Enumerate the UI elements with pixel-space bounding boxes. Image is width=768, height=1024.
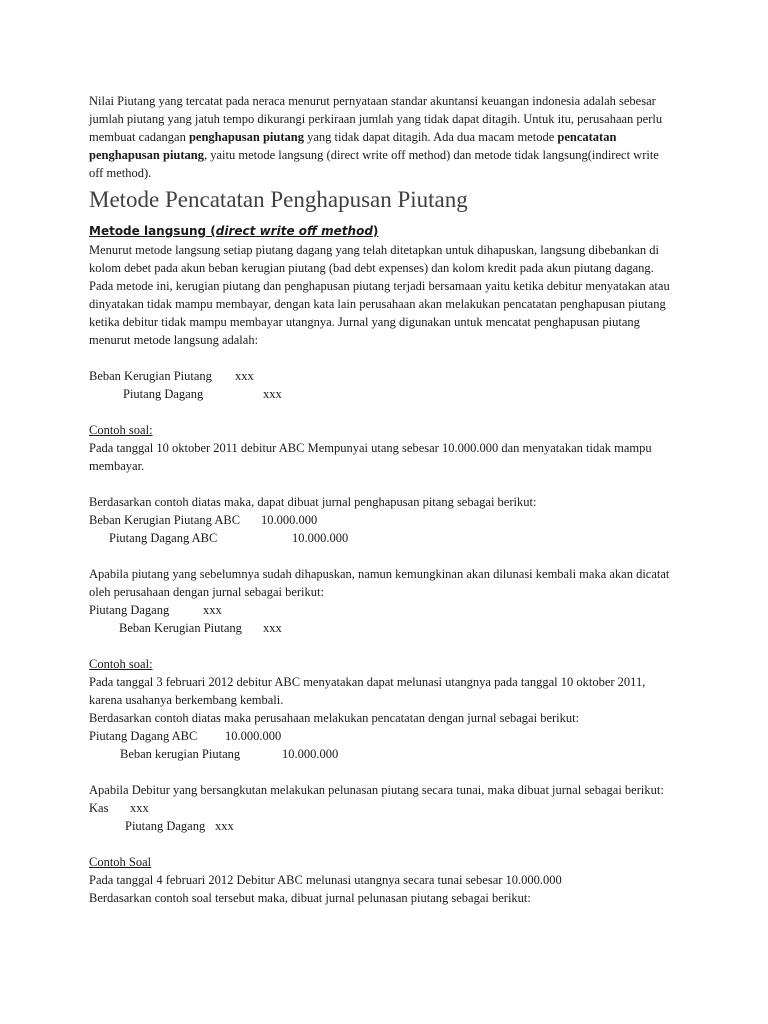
- journal-amount: xxx: [215, 819, 234, 833]
- journal-account: Piutang Dagang: [89, 603, 170, 617]
- journal-row-credit: [89, 619, 681, 637]
- journal-amount: 10.000.000: [261, 513, 318, 527]
- example-label: Contoh Soal: [89, 855, 152, 869]
- example-line: membayar.: [89, 459, 145, 473]
- journal-amount: 10.000.000: [225, 729, 282, 743]
- journal-account: Piutang Dagang: [123, 387, 204, 401]
- recovery-section: [89, 565, 681, 637]
- intro-text: yang tidak dapat ditagih. Ada dua macam metode: [303, 130, 558, 144]
- body-line: ketika debitur tidak mampu membayar utangnya. Jurnal yang digunakan untuk mencatat penghapusan piutang: [89, 315, 640, 329]
- journal-amount: 10.000.000: [292, 531, 349, 545]
- journal-account: Beban kerugian Piutang: [120, 747, 241, 761]
- subheading-text: Metode langsung (: [89, 224, 216, 238]
- body-line: Pada metode ini, kerugian piutang dan penghapusan piutang terjadi bersamaan yaitu ketika debitur menyatakan atau: [89, 279, 670, 293]
- intro-paragraph: [89, 92, 681, 182]
- journal-account: Beban Kerugian Piutang: [119, 621, 242, 635]
- journal-row-credit: [89, 745, 681, 763]
- journal-row-debit: [89, 511, 681, 529]
- intro-line-4: [89, 146, 681, 164]
- example-line: Pada tanggal 3 februari 2012 debitur ABC menyatakan dapat melunasi utangnya pada tanggal 10 oktober 2011,: [89, 675, 646, 689]
- journal-amount: xxx: [263, 387, 282, 401]
- page-heading: Metode Pencatatan Penghapusan Piutang: [89, 187, 468, 212]
- journal-account: Piutang Dagang ABC: [89, 729, 198, 743]
- example-line: Pada tanggal 10 oktober 2011 debitur ABC Mempunyai utang sebesar 10.000.000 dan menyatakan tidak mampu: [89, 441, 652, 455]
- recovery-line: Apabila piutang yang sebelumnya sudah dihapuskan, namun kemungkinan akan dilunasi kembali maka akan dicatat: [89, 567, 670, 581]
- intro-text: , yaitu metode langsung (direct write off method) dan metode tidak langsung(indirect write: [204, 148, 659, 162]
- journal-amount: xxx: [235, 369, 254, 383]
- journal-amount: xxx: [130, 801, 149, 815]
- journal-row-debit: [89, 799, 681, 817]
- journal-entry: [89, 367, 681, 403]
- journal-account: Beban Kerugian Piutang: [89, 369, 212, 383]
- body-line: Menurut metode langsung setiap piutang dagang yang telah ditetapkan untuk dihapuskan, langsung dibebankan di: [89, 243, 660, 257]
- body-line: menurut metode langsung adalah:: [89, 333, 259, 347]
- journal-amount: xxx: [263, 621, 282, 635]
- document-page: [89, 92, 681, 907]
- example-3: [89, 853, 681, 907]
- example-1: [89, 421, 681, 547]
- section-subheading: [89, 222, 681, 240]
- intro-text: membuat cadangan: [89, 130, 189, 144]
- journal-row-debit: [89, 727, 681, 745]
- journal-account: Kas: [89, 801, 109, 815]
- journal-account: Piutang Dagang: [125, 819, 206, 833]
- payment-line: Apabila Debitur yang bersangkutan melakukan pelunasan piutang secara tunai, maka dibuat jurnal sebagai berikut:: [89, 783, 664, 797]
- example-label: Contoh soal:: [89, 423, 153, 437]
- subheading-italic: direct write off method: [215, 224, 373, 238]
- intro-bold-term: pencatatan: [557, 130, 617, 144]
- intro-line-3: [89, 128, 681, 146]
- intro-line-1: Nilai Piutang yang tercatat pada neraca menurut pernyataan standar akuntansi keuangan indonesia adalah sebesar: [89, 94, 656, 108]
- journal-row-credit: [89, 817, 681, 835]
- body-line: kolom debet pada akun beban kerugian piutang (bad debt expenses) dan kolom kredit pada akun piutang dagang.: [89, 261, 654, 275]
- example-intro: Berdasarkan contoh diatas maka perusahaan melakukan pencatatan dengan jurnal sebagai berikut:: [89, 711, 580, 725]
- recovery-line: oleh perusahaan dengan jurnal sebagai berikut:: [89, 585, 324, 599]
- journal-amount: xxx: [203, 603, 222, 617]
- intro-line-5: off method).: [89, 166, 152, 180]
- subheading-text: ): [372, 224, 379, 238]
- journal-row-credit: [89, 529, 681, 547]
- example-line: Pada tanggal 4 februari 2012 Debitur ABC melunasi utangnya secara tunai sebesar 10.000.000: [89, 873, 562, 887]
- example-line: karena usahanya berkembang kembali.: [89, 693, 284, 707]
- payment-section: [89, 781, 681, 835]
- journal-amount: 10.000.000: [282, 747, 339, 761]
- journal-row-debit: [89, 601, 681, 619]
- example-line: Berdasarkan contoh soal tersebut maka, dibuat jurnal pelunasan piutang sebagai berikut:: [89, 891, 531, 905]
- journal-account: Piutang Dagang ABC: [109, 531, 218, 545]
- journal-account: Beban Kerugian Piutang ABC: [89, 513, 241, 527]
- body-line: dinyatakan tidak mampu membayar, dengan kata lain perusahaan akan melakukan pencatatan penghapusan piutang: [89, 297, 666, 311]
- method-description: [89, 241, 681, 349]
- intro-bold-term: penghapusan piutang: [188, 130, 304, 144]
- intro-line-2: jumlah piutang yang jatuh tempo dikurangi perkiraan jumlah yang tidak dapat ditagih. Untuk itu, perusahaan perlu: [89, 112, 663, 126]
- journal-row-debit: [89, 367, 681, 385]
- intro-bold-term: penghapusan piutang: [89, 148, 204, 162]
- example-2: [89, 655, 681, 763]
- example-label: Contoh soal:: [89, 657, 153, 671]
- example-intro: Berdasarkan contoh diatas maka, dapat dibuat jurnal penghapusan pitang sebagai berikut:: [89, 495, 537, 509]
- journal-row-credit: [89, 385, 681, 403]
